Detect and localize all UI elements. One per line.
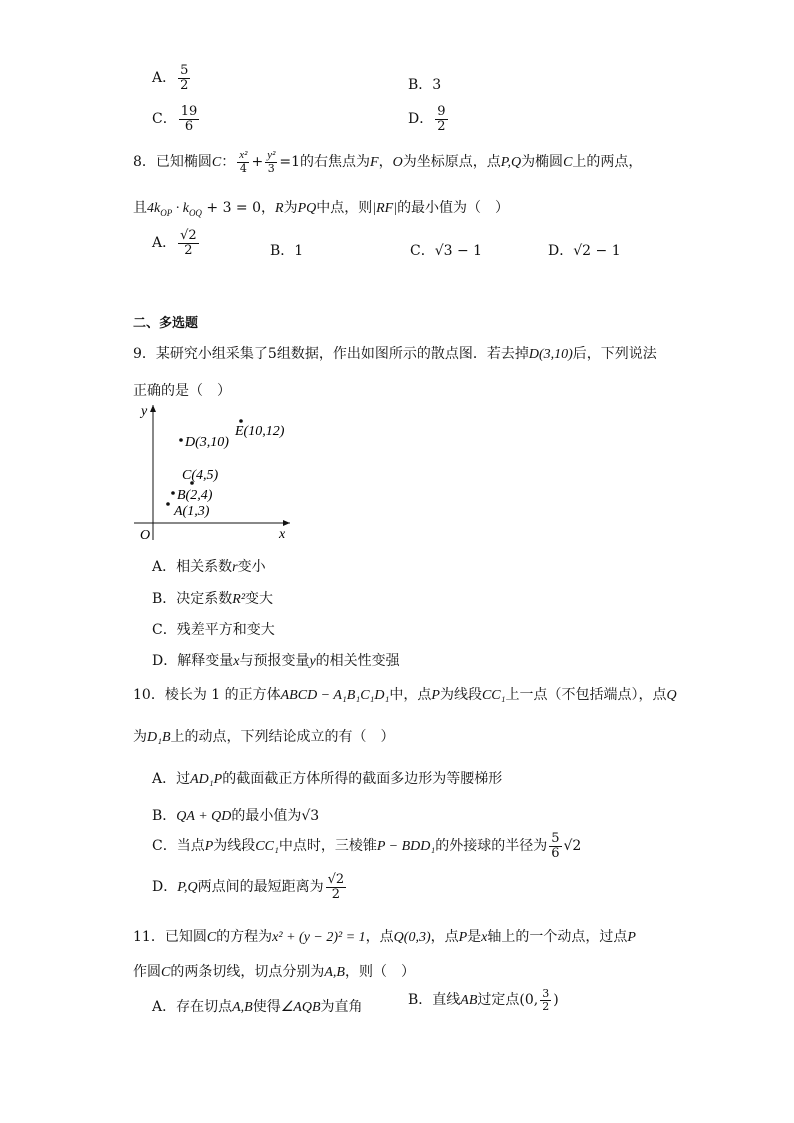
q11-option-b: B．直线AB过定点(0, $\frac{3}{2}$ ) xyxy=(408,987,559,1013)
q9-option-c: C．残差平方和变大 xyxy=(152,622,275,638)
point-a xyxy=(166,502,170,506)
q11-option-a: A．存在切点A,B使得∠AQB为直角 xyxy=(152,999,363,1015)
q10-stem-line1: 10．棱长为 1 的正方体ABCD − A₁B₁C₁D₁中，点P为线段CC₁上一点（不包括端点），点Q xyxy=(133,687,677,703)
section-heading: 二、多选题 xyxy=(133,316,199,331)
q8-stem-line2: 且$4k_{OP} \cdot k_{OQ} + 3 = 0$，R为PQ中点，则|RF|的最小值为（ ） xyxy=(133,200,510,218)
point-label-b: B(2,4) xyxy=(177,488,213,503)
origin-label: O xyxy=(140,528,151,543)
q8-stem-line1: 8．已知椭圆C： $\frac{\text{x²}}{4}$ + $\frac{\text{y²}}{3}$ =1的右焦点为F，O为坐标原点，点P,Q为椭圆C上的两点， xyxy=(133,149,643,175)
q7-option-a: A． $\frac{5}{2}$ xyxy=(152,63,189,93)
q10-option-a: A．过AD₁P的截面截正方体所得的截面多边形为等腰梯形 xyxy=(152,771,503,787)
q10-option-b: B．QA + QD的最小值为√3 xyxy=(152,808,320,824)
y-axis-label: y xyxy=(141,404,148,419)
q7-option-b: B．3 xyxy=(408,77,442,93)
q10-option-c: C．当点P为线段CC₁中点时，三棱锥P − BDD₁的外接球的半径为 $\frac{5}{6}$ √2 xyxy=(152,831,582,861)
point-e xyxy=(239,419,243,423)
point-b xyxy=(171,491,175,495)
q9-stem-line1: 9．某研究小组采集了5组数据，作出如图所示的散点图．若去掉D(3,10)后，下列说法 xyxy=(133,346,657,362)
q11-stem-line2: 作圆C的两条切线，切点分别为A,B，则（ ） xyxy=(133,964,415,980)
x-axis-label: x xyxy=(279,527,286,542)
q8-option-c: C．√3 − 1 xyxy=(410,243,483,259)
point-label-d: D(3,10) xyxy=(185,435,229,450)
q8-option-d: D．√2 − 1 xyxy=(548,243,621,259)
q9-stem-line2: 正确的是（ ） xyxy=(133,383,231,399)
point-label-a: A(1,3) xyxy=(174,504,210,519)
q10-stem-line2: 为D₁B上的动点，下列结论成立的有（ ） xyxy=(133,729,395,745)
point-label-e: E(10,12) xyxy=(235,424,285,439)
q8-option-a: A． $\frac{√2}{2}$ xyxy=(152,228,197,258)
q10-option-d: D．P,Q两点间的最短距离为 $\frac{√2}{2}$ xyxy=(152,872,345,902)
q8-option-b: B．1 xyxy=(270,243,304,259)
scatter-plot xyxy=(128,400,298,545)
q7-option-d: D． $\frac{9}{2}$ xyxy=(408,104,446,134)
q9-option-b: B．决定系数R²变大 xyxy=(152,591,274,607)
q9-option-a: A．相关系数r变小 xyxy=(152,559,266,575)
q9-option-d: D．解释变量x与预报变量y的相关性变强 xyxy=(152,653,400,669)
q11-stem-line1: 11．已知圆C的方程为x² + (y − 2)² = 1，点Q(0,3)，点P是x轴上的一个动点，过点P xyxy=(133,929,636,945)
point-d xyxy=(179,438,183,442)
point-label-c: C(4,5) xyxy=(182,468,219,483)
q7-option-c: C． $\frac{19}{6}$ xyxy=(152,104,198,134)
